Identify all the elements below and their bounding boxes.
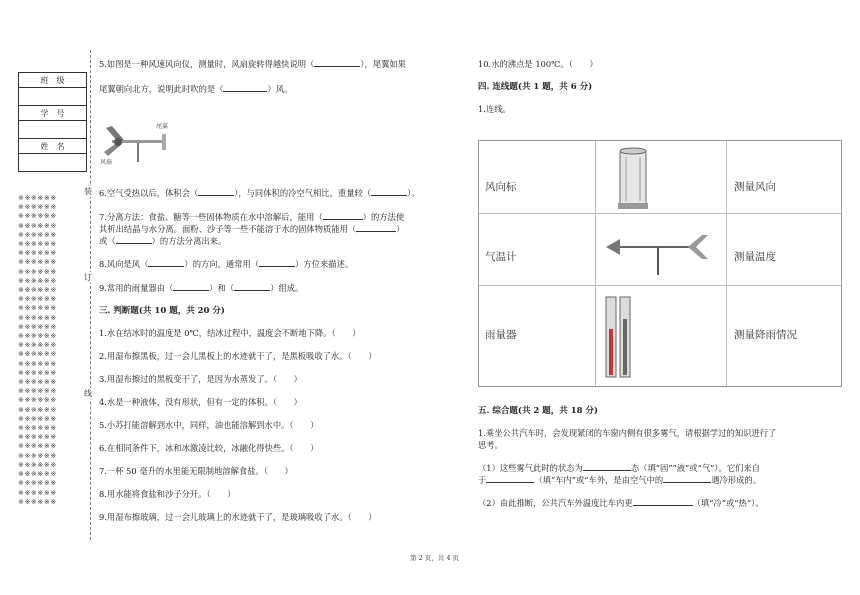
question-9: 9.常用的雨量器由（ ）和（ ）组成。 — [99, 283, 304, 293]
match-right-rainfall[interactable]: 测量降雨情况 — [734, 329, 797, 341]
judge-item-4: 4.水是一种液体，没有形状，但有一定的体积。（ ） — [99, 397, 302, 407]
question-6: 6.空气受热以后，体积会（ ），与同体积的冷空气相比，重量较（ ）。 — [99, 188, 420, 198]
hatch-border: ※※※※※※ ※※※※※※ ※※※※※※ ※※※※※※ ※※※※※※ ※※※※※※ ※※※※※※ ※※※※※※ ※※※※※※ ※※※※※※ ※※※※※※ ※※※※※※ ※※※※※※ ※※※※※※ ※※※※※※ ※※※※※※ ※※※※※※ ※※※※※※ ※※※※※※ ※※※※※※ ※※※※※※ ※※※※※※ ※※※※※※ ※※※※※※ ※※※※※※ ※※※※※※ ※※※※※※ ※※※※※※ ※※※※※※ ※※※※※※ ※※※※※※ ※※※※※※ ※※※※※※ ※※※※※※ — [18, 194, 57, 506]
section-3-heading: 三. 判断题(共 10 题，共 20 分) — [99, 306, 225, 316]
tail-label: 尾翼 — [156, 123, 169, 130]
class-label: 班 级 — [19, 73, 87, 88]
comprehensive-q1-part-1b: 于 （填“车内”或“车外，是由空气中的 遇冷形成的。 — [478, 475, 761, 485]
match-right-wind-direction[interactable]: 测量风向 — [734, 181, 776, 193]
binding-line — [90, 50, 91, 540]
name-label: 姓 名 — [19, 139, 87, 154]
judge-item-9: 9.用湿布擦玻璃，过一会儿玻璃上的水迹就干了，是玻璃吸收了水。（ ） — [99, 512, 377, 522]
match-left-wind-vane[interactable]: 风向标 — [485, 181, 517, 193]
number-blank[interactable] — [19, 121, 87, 139]
question-7-line-1: 7.分离方法：食盐、糖等一些固体物质在水中溶解后，能用（ ）的方法使 — [99, 212, 405, 222]
judge-item-8: 8.用水能将食盐和沙子分开。（ ） — [99, 489, 236, 499]
judge-item-1: 1.水在结冰时的温度是 0℃，结冰过程中，温度会不断地下降。（ ） — [99, 328, 361, 338]
margin-char-xian: 线 — [84, 389, 92, 398]
matching-table — [478, 140, 842, 387]
judge-item-2: 2.用湿布擦黑板，过一会儿黑板上的水迹就干了，是黑板吸收了水。（ ） — [99, 351, 377, 361]
name-blank[interactable] — [19, 154, 87, 172]
anemometer-figure — [98, 118, 178, 168]
margin-char-ding: 订 — [84, 273, 92, 282]
comprehensive-q1-line-2: 思考。 — [478, 440, 503, 450]
comprehensive-q1-part-2: （2）由此推断，公共汽车外温度比车内更 （填“冷”或“热”）。 — [478, 498, 764, 508]
section-4-heading: 四. 连线题(共 1 题，共 6 分) — [478, 82, 593, 92]
class-blank[interactable] — [19, 88, 87, 106]
judge-item-10: 10.水的沸点是 100℃。（ ） — [478, 59, 598, 69]
page-number: 第 2 页，共 4 页 — [410, 554, 460, 562]
thermometer-image[interactable] — [596, 289, 726, 383]
question-7-line-3: 或（ ）的方法分离出来。 — [99, 236, 227, 246]
connect-instruction: 1.连线。 — [478, 104, 511, 114]
judge-item-3: 3.用湿布擦过的黑板变干了，是因为水蒸发了。（ ） — [99, 374, 302, 384]
question-5-line-1: 5.如图是一种风速风向仪，测量时，风扇旋转得越快说明（ ），尾翼如果 — [99, 59, 406, 69]
rain-gauge-image[interactable] — [596, 145, 726, 211]
question-8: 8.风向是风（ ）的方向，通常用（ ）方位来描述。 — [99, 259, 354, 269]
comprehensive-q1-part-1: （1）这些雾气此时的状态为 态（填“固”“液”或“气”）。它们来自 — [478, 463, 761, 473]
number-label: 学 号 — [19, 106, 87, 121]
question-5-line-2: 尾翼朝向北方，说明此时吹的是（ ）风。 — [99, 84, 293, 94]
section-5-heading: 五. 综合题(共 2 题，共 18 分) — [478, 406, 599, 416]
fan-label: 风扇 — [100, 159, 113, 166]
student-info-table — [18, 72, 87, 172]
wind-vane-image[interactable] — [596, 217, 726, 283]
match-left-thermometer[interactable]: 气温计 — [485, 251, 517, 263]
question-7-line-2: 其析出结晶与水分离。面粉、沙子等一些不能溶于水的固体物质能用（ ） — [99, 224, 405, 234]
comprehensive-q1-line-1: 1.乘坐公共汽车时，会发现紧闭的车窗内侧有很多雾气，请根据学过的知识进行了 — [478, 428, 777, 438]
judge-item-7: 7.一杯 50 毫升的水里能无限制地溶解食盐。（ ） — [99, 466, 293, 476]
match-left-rain-gauge[interactable]: 雨量器 — [485, 329, 517, 341]
margin-char-zhuang: 装 — [84, 187, 92, 196]
match-right-temperature[interactable]: 测量温度 — [734, 251, 776, 263]
judge-item-5: 5.小苏打能溶解到水中，同样，油也能溶解到水中。（ ） — [99, 420, 319, 430]
judge-item-6: 6.在相同条件下，冰和冰激凌比较，冰融化得快些。（ ） — [99, 443, 319, 453]
